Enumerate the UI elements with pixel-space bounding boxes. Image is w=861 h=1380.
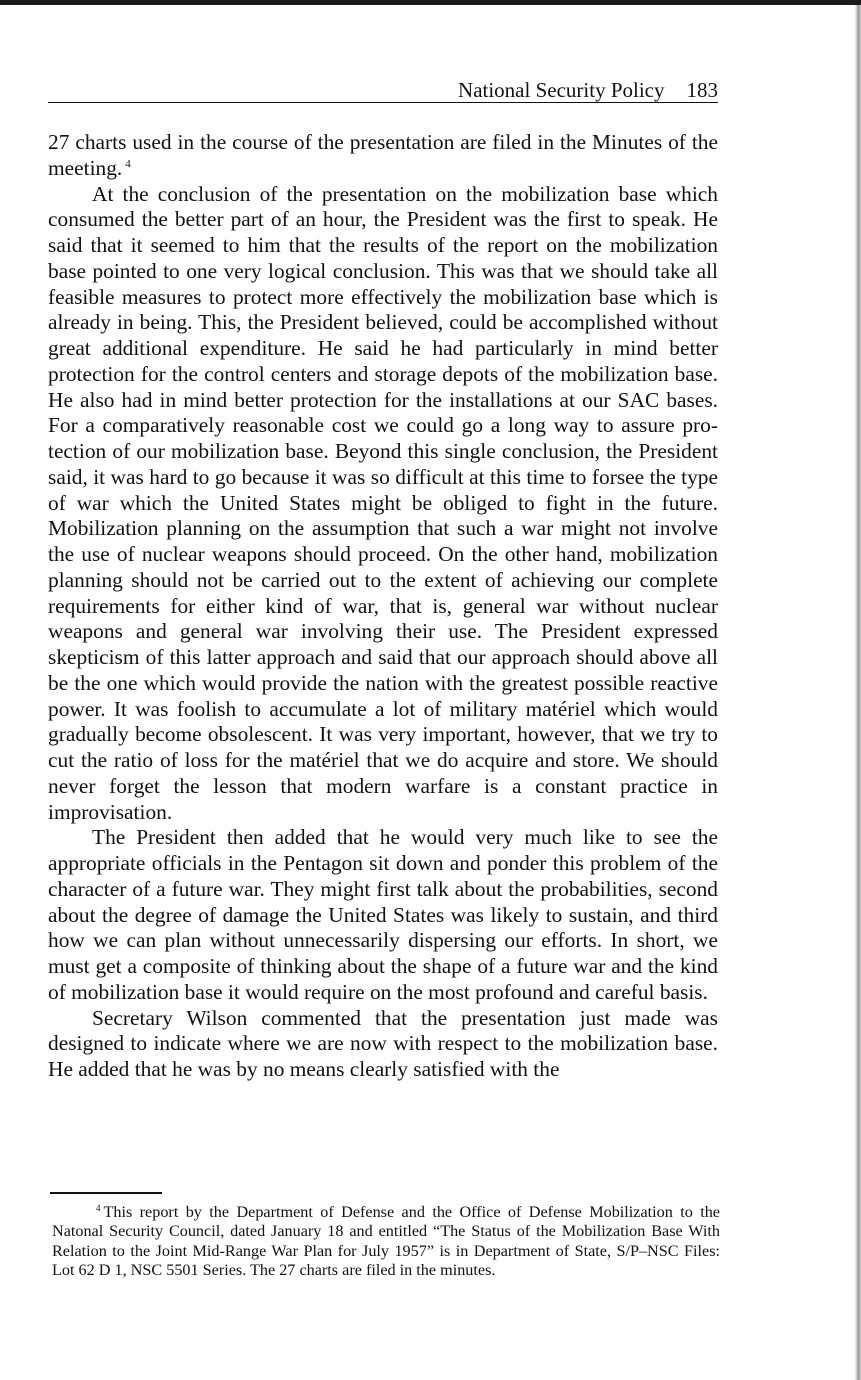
paragraph-continued <box>48 130 718 182</box>
running-head-title: National Security Policy <box>458 78 665 102</box>
footnote <box>52 1203 720 1281</box>
paragraph: Secretary Wilson commented that the presentation just made was designed to indicate where we are now with respect to the mobilization base. He added that he was by no means clearly satisfied with the <box>48 1005 718 1081</box>
main-text <box>48 130 718 1083</box>
paragraph: The President then added that he would very much like to see the appropriate officials in the Pentagon sit down and ponder this problem of the character of a future war. They might first talk about the probabilities, second about the degree of damage the United States was likely to sustain, and third how we can plan without unnecessarily dispersing our efforts. In short, we must get a composite of thinking about the shape of a future war and the kind of mobilization base it would require on the most profound and careful basis. <box>48 825 718 1004</box>
scan-top-border <box>0 0 861 5</box>
footnote-text: This report by the Department of Defense and the Office of Defense Mobilization to the Natonal Security Council, dated January 18 and entitled “The Status of the Mobilization Base With Relation to the Joint Mid-Range War Plan for July 1957” is in Department of State, S/P–NSC Files: Lot 62 D 1, NSC 5501 Series. The 27 charts are filed in the minutes. <box>52 1203 720 1280</box>
footnote-marker: 4 <box>96 1203 101 1213</box>
footnote-reference: 4 <box>125 157 131 170</box>
paragraph: At the conclusion of the presentation on the mobilization base which consumed the better part of an hour, the President was the first to speak. He said that it seemed to him that the results of the report on the mobilization base pointed to one very logical conclusion. This was that we should take all feasible measures to protect more effectively the mobilization base which is already in being. This, the President believed, could be accomplished without great additional expenditure. He said he had particularly in mind better protection for the control centers and storage depots of the mobilization base. He also had in mind better protection for the installations at our SAC bases. For a comparatively reasonable cost we could go a long way to assure protection of our mobilization base. Beyond this single conclusion, the President said, it was hard to go because it was so difficult at this time to forsee the type of war which the United States might be obliged to fight in the future. Mobilization planning on the assumption that such a war might not involve the use of nuclear weapons should proceed. On the other hand, mobilization planning should not be carried out to the extent of achieving our complete requirements for either kind of war, that is, general war without nuclear weapons and general war involving their use. The President expressed skepticism of this latter approach and said that our approach should above all be the one which would provide the nation with the greatest possible reactive power. It was foolish to accumulate a lot of military matériel which would gradually become obsolescent. It was very important, however, that we try to cut the ratio of loss for the matériel that we do acquire and store. We should never forget the lesson that modern warfare is a constant practice in improvisation. <box>48 181 718 824</box>
running-head <box>48 74 718 103</box>
scan-page-edge <box>855 5 861 1380</box>
page-number: 183 <box>686 78 718 102</box>
footnote-divider <box>50 1192 162 1194</box>
paragraph-text: 27 charts used in the course of the presentation are filed in the Minutes of the meeting. <box>48 130 718 180</box>
footnote-paragraph <box>52 1203 720 1281</box>
